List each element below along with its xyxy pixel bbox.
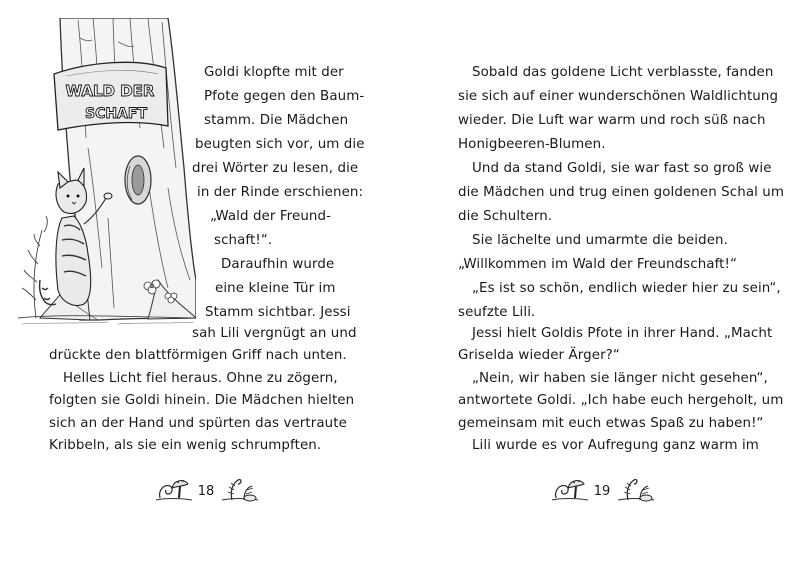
text-line: „Es ist so schön, endlich wieder hier zu sein“, [472, 281, 781, 296]
page-number: 19 [593, 484, 611, 499]
fern-sprout-ornament-icon [616, 474, 656, 504]
tree-illustration [18, 18, 196, 340]
text-line: Stamm sichtbar. Jessi [205, 305, 351, 320]
text-line: Jessi hielt Goldis Pfote in ihrer Hand. „Macht [472, 326, 773, 341]
text-line: „Nein, wir haben sie länger nicht gesehen“, [472, 371, 768, 386]
text-line: Lili wurde es vor Aufregung ganz warm im [472, 438, 759, 453]
text-line: seufzte Lili. [458, 305, 536, 320]
text-line: Helles Licht fiel heraus. Ohne zu zögern, [63, 371, 338, 386]
tree-with-door-and-cat-illustration [18, 18, 196, 340]
page-footer-left [154, 474, 264, 508]
text-line: „Wald der Freund- [210, 209, 332, 224]
text-line: gemeinsam mit euch etwas Spaß zu haben!“ [458, 416, 764, 431]
text-line: schaft!“. [214, 233, 273, 248]
text-line: Sobald das goldene Licht verblasste, fanden [472, 65, 774, 80]
page-footer-right [550, 474, 660, 508]
text-line: Honigbeeren-Blumen. [458, 137, 606, 152]
fern-sprout-ornament-icon [220, 474, 260, 504]
text-line: Und da stand Goldi, sie war fast so groß wie [472, 161, 772, 176]
text-line: beugten sich vor, um die [195, 137, 365, 152]
right-page [400, 0, 800, 568]
sign-line-1: WALD DER [65, 82, 155, 100]
sign-line-2: SCHAFT [84, 106, 148, 122]
text-line: drei Wörter zu lesen, die [192, 161, 359, 176]
text-line: stamm. Die Mädchen [204, 113, 349, 128]
text-line: Daraufhin wurde [221, 257, 335, 272]
text-line: „Willkommen im Wald der Freundschaft!“ [458, 257, 738, 272]
text-line: folgten sie Goldi hinein. Die Mädchen hielten [49, 393, 355, 408]
mushroom-snail-ornament-icon [154, 474, 194, 504]
text-line: die Mädchen und trug einen goldenen Schal um [458, 185, 785, 200]
page-number: 18 [197, 484, 215, 499]
text-line: die Schultern. [458, 209, 553, 224]
text-line: Pfote gegen den Baum- [204, 89, 365, 104]
mushroom-snail-ornament-icon [550, 474, 590, 504]
text-line: Sie lächelte und umarmte die beiden. [472, 233, 728, 248]
text-line: wieder. Die Luft war warm und roch süß nach [458, 113, 766, 128]
text-line: Kribbeln, als sie ein wenig schrumpften. [49, 438, 322, 453]
text-line: antwortete Goldi. „Ich habe euch hergeholt, um [458, 393, 784, 408]
text-line: eine kleine Tür im [215, 281, 336, 296]
text-line: sah Lili vergnügt an und [192, 326, 357, 341]
text-line: drückte den blattförmigen Griff nach unten. [49, 348, 347, 363]
text-line: sich an der Hand und spürten das vertraute [49, 416, 347, 431]
text-line: in der Rinde erschienen: [197, 185, 364, 200]
text-line: sie sich auf einer wunderschönen Waldlichtung [458, 89, 779, 104]
text-line: Griselda wieder Ärger?“ [458, 348, 620, 363]
text-line: Goldi klopfte mit der [204, 65, 344, 80]
